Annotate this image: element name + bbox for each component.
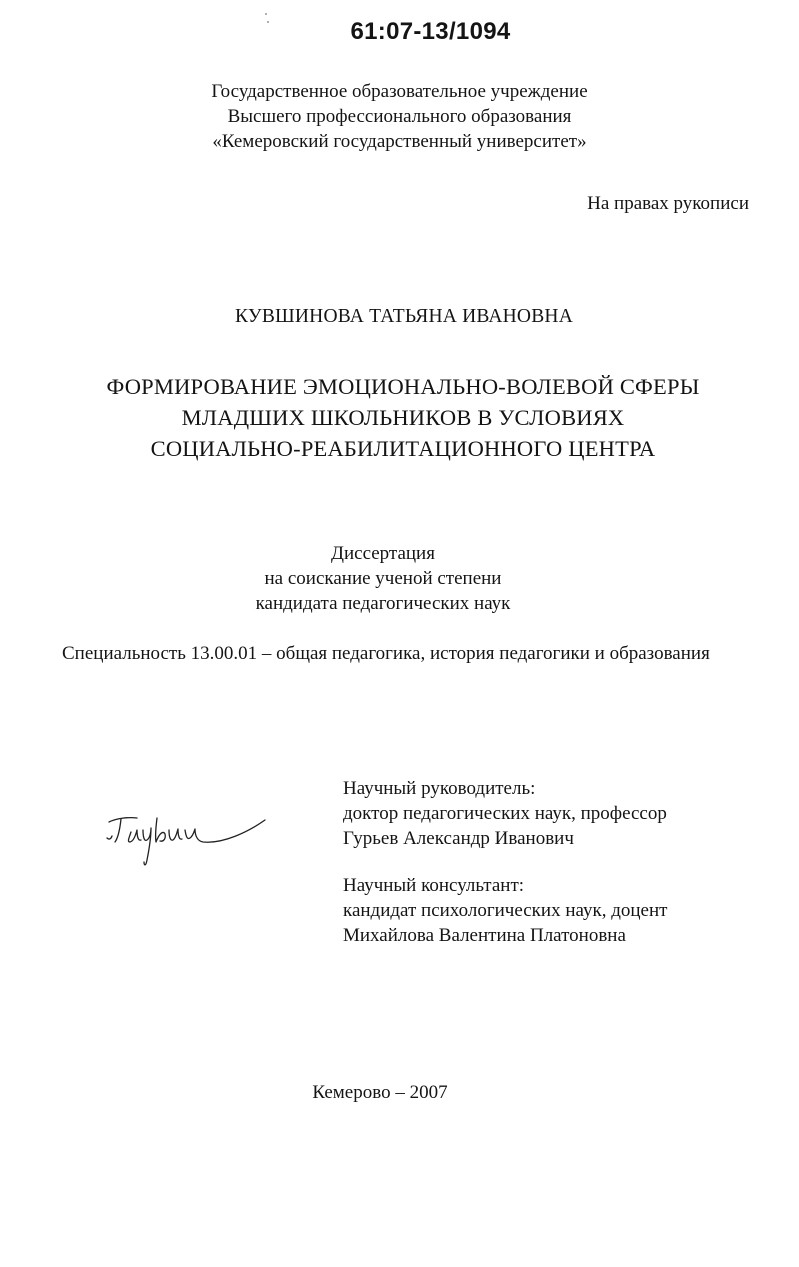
degree-line-2: на соискание ученой степени <box>264 568 502 589</box>
supervisor-heading: Научный руководитель: <box>343 778 536 799</box>
advisors-block <box>343 776 667 948</box>
title-line-3: СОЦИАЛЬНО-РЕАБИЛИТАЦИОННОГО ЦЕНТРА <box>150 436 656 461</box>
supervisor-degree: доктор педагогических наук, профессор <box>343 803 667 824</box>
title-line-2: МЛАДШИХ ШКОЛЬНИКОВ В УСЛОВИЯХ <box>181 405 625 430</box>
supervisor-name: Гурьев Александр Иванович <box>343 828 574 849</box>
institution-block <box>0 79 799 154</box>
consultant-name: Михайлова Валентина Платоновна <box>343 925 626 946</box>
degree-line-1: Диссертация <box>331 543 435 564</box>
scan-speck <box>265 13 267 15</box>
consultant-heading: Научный консультант: <box>343 875 525 896</box>
institution-line-2: Высшего профессионального образования <box>227 106 572 127</box>
title-line-1: ФОРМИРОВАНИЕ ЭМОЦИОНАЛЬНО-ВОЛЕВОЙ СФЕРЫ <box>106 374 700 399</box>
city-year: Кемерово – 2007 <box>312 1082 448 1103</box>
spacer <box>343 851 667 873</box>
catalog-number: 61:07-13/1094 <box>350 18 511 45</box>
signature-scribble <box>103 808 273 870</box>
consultant-degree: кандидат психологических наук, доцент <box>343 900 668 921</box>
degree-block <box>0 541 766 616</box>
dissertation-title <box>0 371 799 464</box>
institution-line-3: «Кемеровский государственный университет» <box>212 131 587 152</box>
institution-line-1: Государственное образовательное учреждение <box>211 81 588 102</box>
scan-speck <box>267 21 269 23</box>
degree-line-3: кандидата педагогических наук <box>255 593 511 614</box>
author-name: КУВШИНОВА ТАТЬЯНА ИВАНОВНА <box>235 306 573 327</box>
manuscript-rights: На правах рукописи <box>587 193 749 214</box>
specialty-line: Специальность 13.00.01 – общая педагогика, история педагогики и образования <box>62 643 710 664</box>
